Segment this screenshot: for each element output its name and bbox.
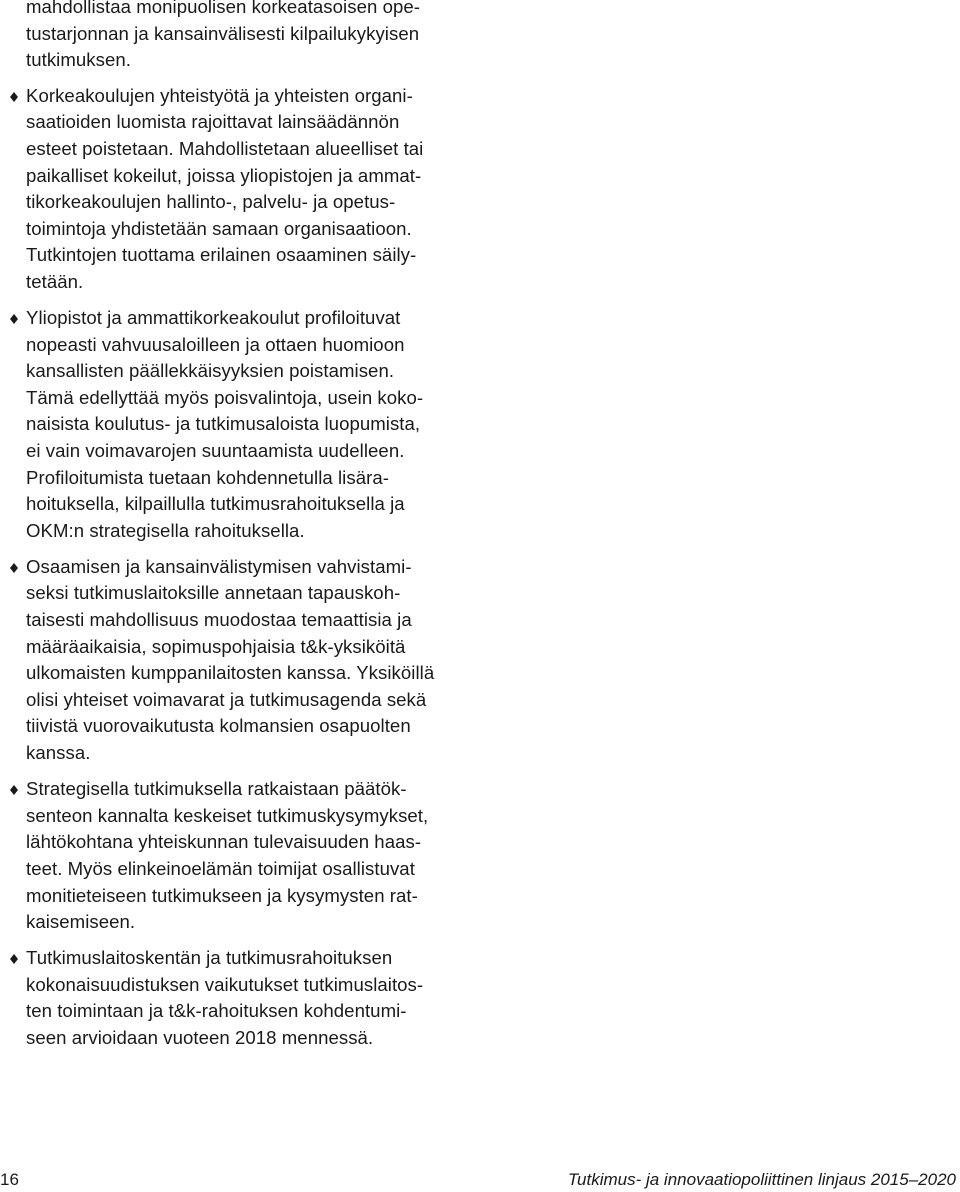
text-line: Osaamisen ja kansainvälistymisen vahvistami-: [26, 555, 412, 577]
text-line: OKM:n strategisella rahoituksella.: [26, 519, 305, 541]
text-line: Tutkimuslaitoskentän ja tutkimusrahoituksen: [26, 947, 393, 969]
text-line: Korkeakoulujen yhteistyötä ja yhteisten organi-: [26, 84, 413, 106]
intro-paragraph: [26, 0, 466, 74]
diamond-bullet-icon: [9, 563, 19, 573]
bullet-item: [26, 776, 466, 936]
text-line: hoituksella, kilpaillulla tutkimusrahoituksella ja: [26, 493, 405, 515]
text-line: olisi yhteiset voimavarat ja tutkimusagenda sekä: [26, 688, 427, 710]
text-line: määräaikaisia, sopimuspohjaisia t&k-yksiköitä: [26, 635, 406, 657]
text-line: kanssa.: [26, 742, 91, 764]
text-line: saatioiden luomista rajoittavat lainsäädännön: [26, 111, 400, 133]
text-line: toimintoja yhdistetään samaan organisaatioon.: [26, 217, 412, 239]
text-line: ei vain voimavarojen suuntaamista uudelleen.: [26, 440, 405, 461]
text-line: lähtökohtana yhteiskunnan tulevaisuuden haas-: [26, 831, 422, 853]
text-line: kokonaisuudistuksen vaikutukset tutkimuslaitos-: [26, 973, 424, 995]
diamond-bullet-icon: [9, 314, 19, 324]
text-line: senteon kannalta keskeiset tutkimuskysymykset,: [26, 804, 429, 826]
text-line: teet. Myös elinkeinoelämän toimijat osallistuvat: [26, 857, 415, 879]
text-line: nopeasti vahvuusaloilleen ja ottaen huomioon: [26, 333, 405, 355]
text-line: tiivistä vuorovaikutusta kolmansien osapuolten: [26, 715, 411, 737]
text-line: monitieteiseen tutkimukseen ja kysymysten rat-: [26, 884, 418, 906]
bullet-item: [26, 554, 466, 767]
text-line: kaisemiseen.: [26, 911, 136, 933]
text-line: ten toimintaan ja t&k-rahoituksen kohdentumi-: [26, 1000, 407, 1022]
text-line: Tutkintojen tuottama erilainen osaaminen säily-: [26, 244, 417, 266]
text-line: seksi tutkimuslaitoksille annetaan tapauskoh-: [26, 582, 401, 604]
diamond-bullet-icon: [9, 785, 19, 795]
text-line: mahdollistaa monipuolisen korkeatasoisen ope-: [26, 0, 420, 17]
text-line: Strategisella tutkimuksella ratkaistaan päätök-: [26, 778, 407, 800]
document-body: [26, 0, 466, 1061]
text-line: Profiloitumista tuetaan kohdennetulla lisära-: [26, 466, 389, 488]
text-line: kansallisten päällekkäisyyksien poistamisen.: [26, 360, 395, 382]
bullet-item: [26, 83, 466, 296]
diamond-bullet-icon: [9, 92, 19, 102]
bullet-item: [26, 305, 466, 544]
running-footer-title: Tutkimus- ja innovaatiopoliittinen linjaus 2015–2020: [567, 1170, 956, 1189]
text-line: naisista koulutus- ja tutkimusaloista luopumista,: [26, 413, 421, 435]
text-line: Yliopistot ja ammattikorkeakoulut profiloituvat: [26, 307, 401, 329]
bullet-item: [26, 945, 466, 1051]
text-line: tutkimuksen.: [26, 49, 131, 71]
text-line: tetään.: [26, 270, 84, 292]
text-line: taisesti mahdollisuus muodostaa temaattisia ja: [26, 609, 412, 631]
text-line: tikorkeakoulujen hallinto-, palvelu- ja opetus-: [26, 191, 396, 213]
page-number: 16: [0, 1170, 19, 1189]
text-line: paikalliset kokeilut, joissa yliopistojen ja ammat-: [26, 164, 422, 186]
text-line: ulkomaisten kumppanilaitosten kanssa. Yksiköillä: [26, 662, 435, 684]
text-line: Tämä edellyttää myös poisvalintoja, usein koko-: [26, 386, 424, 408]
text-line: seen arvioidaan vuoteen 2018 mennessä.: [26, 1026, 374, 1048]
diamond-bullet-icon: [9, 954, 19, 964]
text-line: esteet poistetaan. Mahdollistetaan alueelliset tai: [26, 137, 424, 159]
text-line: tustarjonnan ja kansainvälisesti kilpailukykyisen: [26, 22, 420, 44]
